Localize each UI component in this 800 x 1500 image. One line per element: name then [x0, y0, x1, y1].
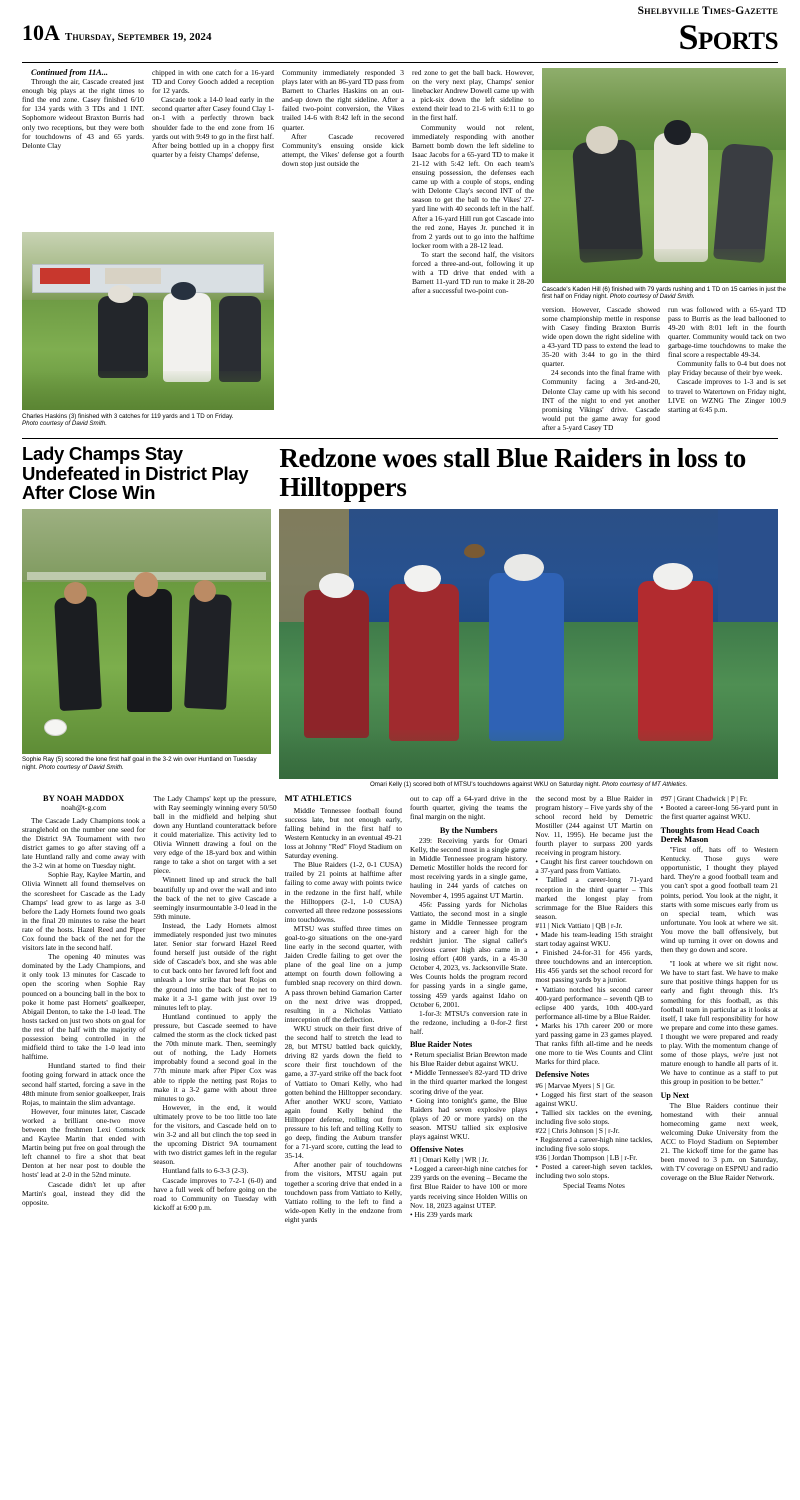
mt-col-3: [535, 794, 652, 1224]
photo-caption-omari-kelly: [279, 781, 778, 789]
paragraph: • Vattiato notched his second career 400-yard performance – seventh QB to eclipse 400 yards, 10th 400-yard performance all-time by a Blue Raider.: [535, 984, 653, 1021]
byline: BY NOAH MADDOX: [43, 793, 125, 803]
paragraph: • Tallied six tackles on the evening, including five solo stops.: [535, 1107, 653, 1126]
mt-headline-block: [279, 444, 778, 502]
paragraph: • Logged a career-high nine catches for 239 yards on the evening – Became the first Blue Raider to have 100 or more yards receiving since Holden Willis on Nov. 18, 2023 against UTEP.: [409, 1164, 528, 1210]
jump-line: Continued from 11A...: [31, 68, 109, 77]
soccer-photo-block: [22, 509, 271, 772]
bottom-columns: [22, 794, 778, 1224]
caption-text: Charles Haskins (3) finished with 3 catches for 119 yards and 1 TD on Friday.: [22, 412, 234, 420]
headline-row: [22, 444, 778, 503]
masthead-left: [22, 22, 212, 44]
paragraph: 24 seconds into the final frame with Community facing a 3rd-and-20, Delonte Clay came up with his second INT of the night to end yet another promising Vikings' drive. Cascade would put the game away for good after a 5-yard Casey TD: [542, 368, 660, 432]
paragraph: red zone to get the ball back. However, on the very next play, Champs' senior linebacker Andrew Dowell came up with a pick-six down the left sideline to extend their lead to 21-6 with 6:11 to go in the first half.: [412, 68, 534, 123]
paragraph: • Marks his 17th career 200 or more yard passing game in 23 games played. That ranks fifth all-time and he needs one more to tie Wes Counts and Clint Marks for third place.: [535, 1020, 653, 1067]
paragraph: Cascade took a 14-0 lead early in the second quarter after Casey found Clay 1-on-1 with a perfectly thrown back shoulder fade to the end zone from 16 yards out with 9:49 to go in the first half. After being bottled up in a choppy first quarter by a feisty Champs' defense,: [152, 95, 274, 159]
paragraph: 456: Passing yards for Nicholas Vattiato, the second most in a single game in Middle Tennessee program history and a career high for the redshirt junior. The signal caller's previous career high also came in a losing effort (408 yards, in a 45-30 October 4, 2023, vs. Jacksonville State. Wes Counts holds the program record for passing yards in a single game, tossing 459 yards against Idaho on October 6, 2001.: [409, 899, 528, 1009]
soccer-headline-block: [22, 444, 271, 503]
paragraph: The opening 40 minutes was dominated by the Lady Champions, and it only took 13 minutes for Cascade to open the scoring when Sophie Ray pounced on a bouncing ball in the box to poke it home past Hornets' goalkeeper, Abigail Denton, to take the 1-0 lead. The hosts tacked on just two shots on goal for the rest of the half with the majority of possession being controlled in the midfield third to take the 1-0 lead into halftime.: [22, 952, 146, 1062]
photo-kaden-hill: [542, 68, 786, 283]
caption-text: Sophie Ray (5) scored the lone first half goal in the 3-2 win over Huntland on Tuesday night.: [22, 756, 257, 771]
top-col-5: [542, 305, 660, 432]
paragraph: • Return specialist Brian Brewton made his Blue Raider debut against WKU.: [409, 1050, 528, 1069]
paragraph: Cascade didn't let up after Martin's goal, instead they did the opposite.: [22, 1179, 146, 1207]
paragraph: • Registered a career-high nine tackles, including five solo stops.: [535, 1135, 653, 1154]
paragraph: Cascade improves to 1-3 and is set to travel to Watertown on Friday night, LIVE on WZNG The Zinger 100.9 starting at 6:45 p.m.: [668, 377, 786, 414]
photo-credit: Photo courtesy of David Smith.: [609, 293, 695, 301]
subhead-up-next: Up Next: [660, 1090, 689, 1100]
subhead-special-teams-notes: Special Teams Notes: [563, 1180, 625, 1190]
paragraph: The Cascade Lady Champions took a stranglehold on the number one seed for the District 9A Tournament with two district games to go after staving off a late Huntland rally and come away with the 3-2 win at home on Tuesday night.: [22, 815, 146, 871]
photo-charles-haskins: [22, 232, 274, 410]
photo-football-block: [22, 232, 274, 428]
paragraph: chipped in with one catch for a 16-yard TD and Corey Gooch added a reception for 12 yards.: [152, 68, 274, 96]
mt-col-4: [661, 794, 778, 1224]
paragraph: #97 | Grant Chadwick | P | Fr.: [660, 793, 748, 803]
paragraph: Huntland continued to apply the pressure, but Cascade seemed to have calmed the storm as the clock ticked past the 70th minute mark. Then, seemingly out of nothing, the Lady Hornets improbably found a second goal in the 77th minute mark after Piper Cox was able to ripple the netting past Rojas to make it a 3-2 game with about three minutes to go.: [153, 1011, 277, 1103]
mt-col-1: [285, 794, 402, 1224]
photo-caption-charles-haskins: [22, 413, 274, 428]
soccer-headline[interactable]: Lady Champs Stay Undefeated in District Play After Close Win: [22, 443, 249, 503]
mt-source-label: MT ATHLETICS: [284, 792, 352, 803]
paragraph: • Tallied a career-long 71-yard reception in the third quarter – This marked the longest play from scrimmage for the Blue Raiders this season.: [535, 875, 653, 921]
mt-col-2: [410, 794, 527, 1224]
paragraph: The Lady Champs' kept up the pressure, with Ray seemingly winning every 50/50 ball in the midfield and helping shut down any Huntland counterattack before it could materialize. This activity led to Olivia Winnett drawing a foul on the very edge of the 18-yard box and within range to take a shot on target with a set piece.: [153, 793, 277, 876]
photo-row: [22, 509, 778, 789]
paragraph: run was followed with a 65-yard TD pass to Burris as the lead ballooned to 49-20 with 8:01 left in the fourth quarter. Community would tack on two garbage-time touchdowns to make the final score a respectable 49-34.: [668, 304, 786, 360]
paragraph: MTSU was stuffed three times on goal-to-go situations on the one-yard line early in the second quarter, with Jaiden Credle failing to get over the plane of the goal line on a jump attempt on fourth down following a fumbled snap recovery on third down. A pass thrown behind Gamarion Carter on the next drive was dropped, resulting in a Nicholas Vattiato interception off the deflection.: [284, 923, 402, 1024]
paragraph: 1-for-3: MTSU's conversion rate in the redzone, including a 0-for-2 first half.: [409, 1008, 528, 1036]
subhead-offensive-notes: Offensive Notes: [409, 1145, 464, 1155]
paragraph: version. However, Cascade showed some championship mettle in response with Casey finding Braxton Burris wide open down the right sideline with a 43-yard TD pass to extend the lead to 35-20 with 3:44 to go in the third quarter.: [542, 304, 660, 369]
page-number: 10A: [22, 20, 60, 45]
paragraph: • Caught his first career touchdown on a 37-yard pass from Vattiato.: [535, 857, 653, 876]
paper-name: Shelbyville Times-Gazette: [637, 5, 778, 17]
top-story-right: [542, 68, 786, 432]
soccer-col-2: [153, 794, 276, 1224]
photo-caption-sophie-ray: [22, 756, 271, 771]
paragraph: "I look at where we sit right now. We have to start fast. We have to make sure that positive things happen for us early and fight through this. It's something for this football, as this football team in particular as it looks at itself, I take full responsibility for how we prepare and come into these games. I thought we were prepared and ready to play. With the momentum change of some of those plays, we're just not mature enough to handle all parts of it. We have to continue as a staff to put this group in position to be better.": [660, 959, 778, 1087]
paragraph: • Made his team-leading 15th straight start today against WKU.: [535, 930, 653, 949]
paragraph: #6 | Marvae Myers | S | Gr.: [535, 1080, 615, 1090]
paragraph: To start the second half, the visitors forced a three-and-out, following it up with a TD drive that ended with a Barnett 11-yard TD run to make it 28-20 after a successful two-point con-: [412, 249, 534, 296]
paragraph: • Posted a career-high seven tackles, including two solo stops.: [535, 1162, 653, 1181]
section-title: Sports: [678, 16, 778, 57]
section-divider-1: [22, 438, 778, 439]
paragraph: Community falls to 0-4 but does not play Friday because of their bye week.: [668, 359, 786, 378]
paragraph: The Blue Raiders continue their homestand with their annual homecoming game next week, welcoming Duke University from the ACC to Floyd Stadium on September 21. The kickoff time for the game has been moved to 3 p.m. on Saturday, with TV coverage on ESPNU and radio coverage on the Blue Raider Network.: [660, 1100, 778, 1183]
paragraph: WKU struck on their first drive of the second half to stretch the lead to 28, but MTSU battled back quickly, driving 82 yards down the field to score their first touchdown of the game, a 37-yard strike off the back foot of Vattiato to Omari Kelly, who had gotten behind the Hilltopper secondary. After another WKU score, Vattiato again found Kelly behind the Hilltopper defense, rolling out from pressure to his left and telling Kelly to go deep, finding the Auburn transfer for a 71-yard score, cutting the lead to 35-14.: [284, 1023, 402, 1161]
subhead-by-the-numbers: By the Numbers: [439, 825, 498, 835]
paragraph: Through the air, Cascade created just enough big plays at the right times to find the end zone. Casey finished 6/10 for 134 yards with 3 TDs and 1 INT. Sophomore wideout Braxton Burris had only two receptions, but they were both for touchdowns of 43 and 65 yards. Delonte Clay: [22, 77, 144, 150]
subhead-defensive-notes: Defensive Notes: [535, 1070, 590, 1080]
paragraph: Huntland falls to 6-3-3 (2-3).: [162, 1166, 249, 1176]
paragraph: • Going into tonight's game, the Blue Raiders had seven explosive plays (plays of 20 or more yards) on the season. MTSU tallied six explosive plays against WKU.: [409, 1095, 528, 1141]
byline-email[interactable]: noah@t-g.com: [61, 802, 107, 812]
soccer-col-1: [22, 794, 145, 1224]
paragraph: #22 | Chris Johnson | S | r-Jr.: [535, 1125, 620, 1135]
top-right-columns: [542, 305, 786, 432]
paragraph: Winnett lined up and struck the ball beautifully up and over the wall and into the back of the net to give Cascade a seemingly insurmountable 3-0 lead in the 59th minute.: [153, 875, 277, 921]
masthead: [22, 0, 778, 60]
paragraph: The Blue Raiders (1-2, 0-1 CUSA) trailed by 21 points at halftime after failing to come away with points twice in the redzone in the first half, while the Hilltoppers (2-1, 1-0 CUSA) converted all three redzone possessions into touchdowns.: [284, 860, 402, 924]
top-col-4: [412, 68, 534, 295]
paragraph: Instead, the Lady Hornets almost immediately responded just two minutes later. Senior star forward Hazel Reed found herself just outside of the right side of Cascade's box, and she was able to cut back onto her favored left foot and unleash a low strike that beat Rojas on the ground into the back of the net to make it a 3-1 game with just over 19 minutes left to play.: [153, 920, 277, 1012]
paragraph: Cascade improves to 7-2-1 (6-0) and have a full week off before going on the road to Community on Tuesday with kickoff at 6:00 p.m.: [153, 1175, 277, 1212]
masthead-rule: [22, 62, 778, 63]
paragraph: "First off, hats off to Western Kentucky. Those guys were opportunistic, I thought they played hard. They're a good football team and you can't spot a good football team 21 points, period. You look at the night, it starts with some miscues early from us on special team, which was unfortunate. You look at where we sit. You move the ball offensively, but wind up turning it over on downs and then they go down and score.: [660, 845, 778, 955]
paragraph: However, in the end, it would ultimately prove to be too little too late for the visitors, and Cascade held on to win 3-2 and all but clinch the top seed in the upcoming District 9A tournament with two district games left in the regular season.: [153, 1102, 277, 1167]
photo-credit: Photo courtesy of David Smith.: [38, 763, 124, 771]
paragraph: • Booted a career-long 56-yard punt in the first quarter against WKU.: [660, 802, 778, 821]
masthead-right: [637, 5, 778, 57]
paragraph: Sophie Ray, Kaylee Martin, and Olivia Winnett all found themselves on the scoresheet for Cascade as the Lady Champs' lead grew to as large as 3-0 before the Lady Hornets found two goals in the final 20 minutes to raise the heart rate of the hosts. Hazel Reed and Piper Cox found the back of the net for the visitors late in the second half.: [22, 870, 146, 953]
photo-omari-kelly: [279, 509, 778, 779]
paragraph: • Middle Tennessee's 82-yard TD drive in the third quarter marked the longest scoring drive of the year.: [409, 1068, 528, 1096]
paragraph: • His 239 yards mark: [409, 1209, 473, 1219]
photo-sophie-ray: [22, 509, 271, 754]
paragraph: Middle Tennessee football found success late, but not enough early, falling behind in the first half to Western Kentucky in an eventual 49-21 loss at Johnny "Red" Floyd Stadium on Saturday evening.: [284, 805, 402, 861]
paragraph: out to cap off a 64-yard drive in the fourth quarter, giving the teams the final margin on the night.: [409, 793, 528, 821]
photo-credit: Photo courtesy of MT Athletics.: [601, 781, 688, 788]
subhead-coach-thoughts: Thoughts from Head Coach Derek Mason: [660, 825, 760, 844]
caption-text: Omari Kelly (1) scored both of MTSU's touchdowns against WKU on Saturday night.: [369, 781, 601, 788]
paragraph: After another pair of touchdowns from the visitors, MTSU again put together a scoring drive that ended in a touchdown pass from Vattiato to Kelly, Vattiato rolling to the left to find a wide-open Kelly in the endzone from eight yards: [284, 1160, 402, 1224]
mt-photo-block: [279, 509, 778, 789]
paragraph: #11 | Nick Vattiato | QB | r-Jr.: [535, 920, 623, 930]
photo-credit: Photo courtesy of David Smith.: [22, 420, 107, 428]
subhead-blue-raider-notes: Blue Raider Notes: [409, 1040, 473, 1050]
paragraph: • Logged his first start of the season against WKU.: [535, 1089, 653, 1108]
paragraph: However, four minutes later, Cascade worked a brilliant one-two move between the freshmen Lexi Comstock and Kaylee Martin that ended with Martin being put free on goal through the left channel to fire a shot that beat Denton at her near post to double the hosts' lead at 2-0 in the 52nd minute.: [22, 1106, 146, 1180]
paragraph: After Cascade recovered Community's ensuing onside kick attempt, the Vikes' defense got a fourth down stop just outside the: [282, 131, 404, 168]
top-col-6: [668, 305, 786, 432]
issue-date: Thursday, September 19, 2024: [64, 31, 212, 43]
mt-headline[interactable]: Redzone woes stall Blue Raiders in loss to Hilltoppers: [279, 443, 746, 502]
paragraph: Huntland started to find their footing going forward in attack once the second half started, forcing a save in the 48th minute from senior goalkeeper, Irais Rojas, to maintain the slim advantage.: [22, 1061, 146, 1107]
photo-caption-kaden-hill: [542, 286, 786, 301]
caption-text: Cascade's Kaden Hill (6) finished with 79 yards rushing and 1 TD on 15 carries in just the first half on Friday night.: [542, 285, 786, 301]
paragraph: #1 | Omari Kelly | WR | Jr.: [409, 1155, 489, 1165]
paragraph: • Finished 24-for-31 for 456 yards, three touchdowns and an interception. His 456 yards set the school record for most passing yards by a junior.: [535, 948, 653, 985]
paragraph: Community immediately responded 3 plays later with an 86-yard TD pass from Barnett to Charles Haskins on an out-and-up down the right sideline. After a failed two-point conversion, the Vikes trailed 14-6 with 8:42 left in the second quarter.: [282, 68, 404, 132]
top-col-3: [282, 68, 404, 295]
paragraph: the second most by a Blue Raider in program history – Five yards shy of the school record held by Demetric Mostiller (244 against UT Martin on Nov. 11, 1995). He became just the fourth player to surpass 200 yards receiving in program history.: [535, 793, 653, 858]
paragraph: #36 | Jordan Thompson | LB | r-Fr.: [535, 1153, 638, 1163]
paragraph: Community would not relent, immediately responding with another Barnett bomb down the left sideline to Isaac Jacobs for a 65-yard TD to make it 21-12 with 5:42 left. On each team's ensuing possession, the defenses each came up with a couple of stops, ending with Delonte Clay's second INT of the season to get the ball to the Vikes' 27-yard line with 40 seconds left in the half. After a 16-yard Hill run got Cascade into the red zone, Hayes Jr. punched it in from 2 yards out to go into the halftime locker room with a 28-12 lead.: [412, 122, 534, 250]
paragraph: 239: Receiving yards for Omari Kelly, the second most in a single game in Middle Tennessee program history. Demetic Mostiller holds the record for most receiving yards in a single game, hauling in 244 yards of catches on November 4, 1995 against UT Martin.: [409, 835, 528, 900]
